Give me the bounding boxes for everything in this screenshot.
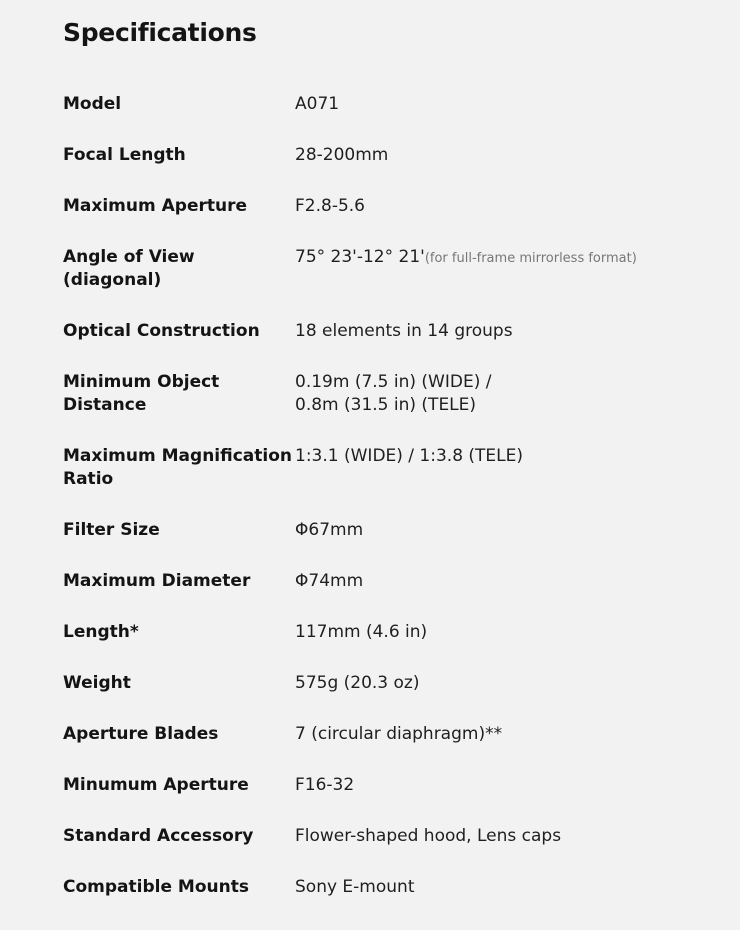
spec-label: Filter Size: [63, 520, 160, 540]
spec-value: [295, 195, 723, 218]
spec-value: [295, 570, 723, 593]
spec-row-model: [63, 93, 723, 116]
spec-row-length: [63, 621, 723, 644]
spec-value: [295, 672, 723, 695]
spec-label: Maximum Diameter: [63, 571, 251, 591]
spec-row-aperture-blades: [63, 723, 723, 746]
spec-value-text: 575g (20.3 oz): [295, 673, 420, 693]
spec-row-maximum-magnification-ratio: [63, 445, 723, 491]
spec-value-text: F2.8-5.6: [295, 196, 365, 216]
spec-value-text: Sony E-mount: [295, 877, 415, 897]
spec-value: [295, 723, 723, 746]
spec-value-text: Φ67mm: [295, 520, 364, 540]
spec-label: Aperture Blades: [63, 724, 219, 744]
spec-value-text: A071: [295, 94, 340, 114]
spec-row-maximum-diameter: [63, 570, 723, 593]
spec-row-compatible-mounts: [63, 876, 723, 899]
spec-row-angle-of-view: [63, 246, 723, 292]
spec-label: Optical Construction: [63, 321, 260, 341]
spec-value-text: 0.19m (7.5 in) (WIDE) / 0.8m (31.5 in) (TELE): [295, 372, 492, 415]
spec-row-maximum-aperture: [63, 195, 723, 218]
spec-row-minimum-object-distance: [63, 371, 723, 417]
spec-row-filter-size: [63, 519, 723, 542]
spec-note: (for full-frame mirrorless format): [424, 251, 637, 266]
spec-label: Model: [63, 94, 122, 114]
spec-row-standard-accessory: [63, 825, 723, 848]
spec-value-text: 1:3.1 (WIDE) / 1:3.8 (TELE): [295, 446, 524, 466]
spec-label: Length*: [63, 622, 139, 642]
spec-label: Focal Length: [63, 145, 186, 165]
page-title: Specifications: [63, 18, 257, 47]
spec-row-optical-construction: [63, 320, 723, 343]
spec-value: [295, 144, 723, 167]
spec-value-text: Flower-shaped hood, Lens caps: [295, 826, 562, 846]
spec-row-weight: [63, 672, 723, 695]
spec-value: [295, 876, 723, 899]
spec-value-text: F16-32: [295, 775, 355, 795]
spec-value: [295, 621, 723, 644]
spec-value: [295, 246, 723, 270]
spec-value: [295, 774, 723, 797]
spec-label: Maximum Magnification Ratio: [63, 446, 293, 489]
spec-value-text: 18 elements in 14 groups: [295, 321, 513, 341]
spec-label: Angle of View (diagonal): [63, 247, 195, 290]
spec-label: Compatible Mounts: [63, 877, 249, 897]
spec-value-text: 75° 23'-12° 21': [295, 247, 425, 267]
spec-value-text: 28-200mm: [295, 145, 389, 165]
spec-value: [295, 320, 723, 343]
spec-value: [295, 445, 723, 468]
spec-list: [63, 93, 723, 899]
spec-row-minimum-aperture: [63, 774, 723, 797]
spec-label: Minimum Object Distance: [63, 372, 220, 415]
spec-label: Weight: [63, 673, 131, 693]
spec-value: [295, 93, 723, 116]
spec-value-text: 117mm (4.6 in): [295, 622, 428, 642]
spec-label: Standard Accessory: [63, 826, 254, 846]
spec-value-text: Φ74mm: [295, 571, 364, 591]
spec-value: [295, 825, 723, 848]
spec-value-text: 7 (circular diaphragm)**: [295, 724, 503, 744]
spec-label: Maximum Aperture: [63, 196, 248, 216]
spec-row-focal-length: [63, 144, 723, 167]
spec-value: [295, 371, 723, 417]
spec-value: [295, 519, 723, 542]
spec-label: Minumum Aperture: [63, 775, 249, 795]
